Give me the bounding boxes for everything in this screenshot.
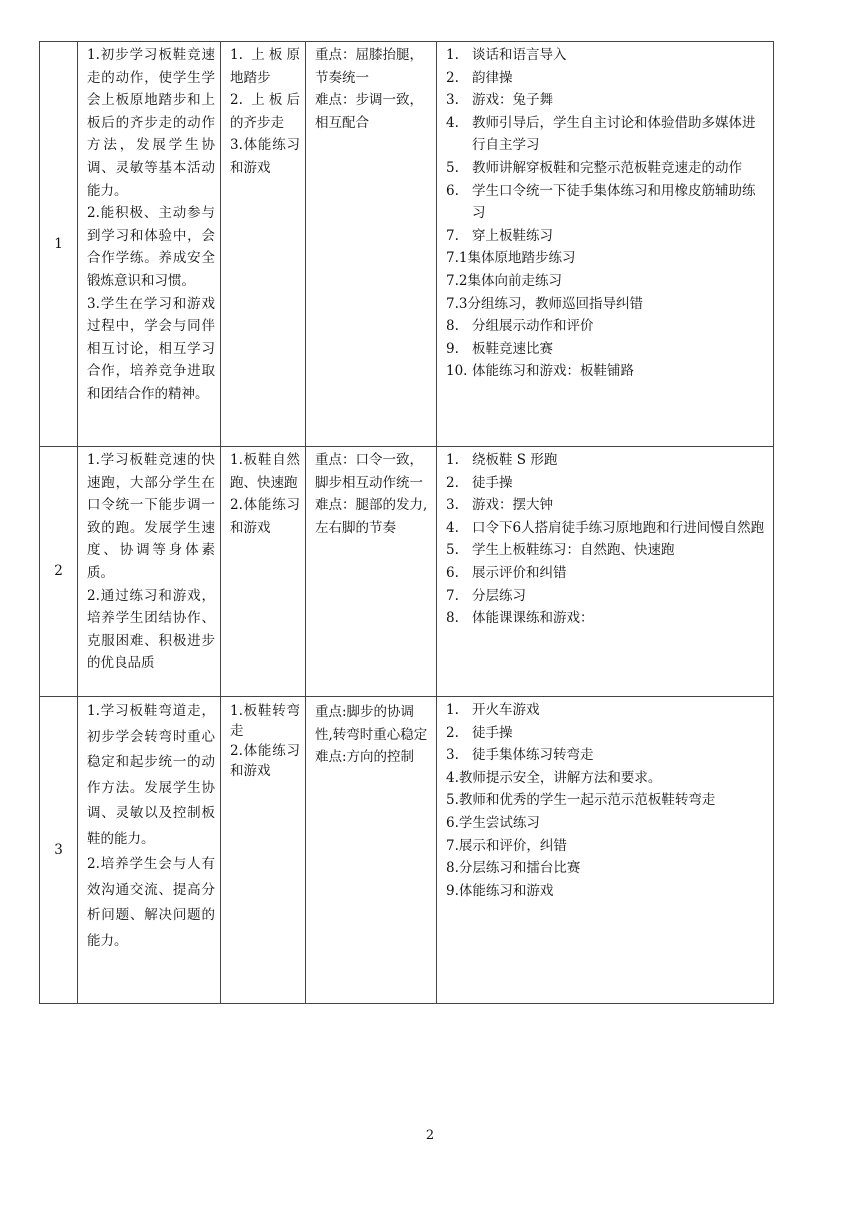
content-text: 1. 上板原地踏步	[230, 47, 300, 86]
table-row	[40, 697, 774, 1004]
list-item: 8. 体能课课练和游戏：	[446, 610, 594, 627]
list-item: 8. 分层练习和擂台比赛	[446, 860, 581, 877]
list-item: 5. 教师和优秀的学生一起示范示范板鞋转弯走	[446, 792, 716, 809]
objective-text: 2.培养学生会与人有效沟通交流、提高分析问题、解决问题的能力。	[87, 856, 215, 949]
list-item: 4. 口令下6人搭肩徒手练习原地跑和行进间慢自然跑	[446, 519, 765, 536]
list-item: 1. 开火车游戏	[446, 702, 540, 718]
content-text: 3.体能练习和游戏	[230, 137, 300, 176]
objectives-cell	[78, 697, 221, 1004]
list-item: 7. 分层练习	[446, 587, 526, 604]
lesson-number: 2	[40, 447, 78, 697]
key-point-text: 重点：口令一致，脚步相互动作统一	[315, 452, 423, 491]
content-text: 1.板鞋转弯走	[230, 703, 300, 739]
key-point-text: 重点：屈膝抬腿，节奏统一	[315, 47, 423, 86]
list-item: 7.3 分组练习，教师巡回指导纠错	[446, 295, 643, 312]
list-item: 5. 学生上板鞋练习：自然跑、快速跑	[446, 542, 675, 559]
objective-text: 2.能积极、主动参与到学习和体验中，会合作学练。养成安全锻炼意识和习惯。	[87, 205, 215, 289]
difficulty-text: 难点：步调一致，相互配合	[315, 92, 423, 131]
list-item: 3. 游戏：摆大钟	[446, 497, 553, 514]
list-item: 2. 徒手操	[446, 474, 513, 491]
list-item: 1. 谈话和语言导入	[446, 47, 567, 63]
steps-cell	[437, 447, 774, 697]
content-text: 2.体能练习和游戏	[230, 743, 300, 779]
objectives-cell	[78, 42, 221, 447]
content-text: 2. 上板后的齐步走	[230, 92, 300, 131]
table-row	[40, 447, 774, 697]
table-row	[40, 42, 774, 447]
objectives-cell	[78, 447, 221, 697]
list-item: 2. 韵律操	[446, 69, 513, 86]
list-item: 7. 展示和评价，纠错	[446, 837, 567, 854]
page-number: 2	[425, 1128, 435, 1143]
content-cell	[221, 42, 306, 447]
list-item: 6. 学生尝试练习	[446, 814, 540, 831]
content-cell	[221, 697, 306, 1004]
list-item: 4. 教师提示安全，讲解方法和要求。	[446, 769, 662, 786]
steps-cell	[437, 42, 774, 447]
difficulty-text: 难点:方向的控制	[315, 749, 415, 765]
objective-text: 3.学生在学习和游戏过程中，学会与同伴相互讨论，相互学习合作，培养竞争进取和团结合作的精神。	[87, 295, 215, 402]
list-item: 7.1 集体原地踏步练习	[446, 250, 576, 267]
steps-cell	[437, 697, 774, 1004]
list-item: 8. 分组展示动作和评价	[446, 318, 594, 335]
steps-list	[446, 449, 768, 630]
list-item: 9. 板鞋竞速比赛	[446, 340, 553, 357]
key-points-cell	[306, 42, 437, 447]
list-item: 7.2 集体向前走练习	[446, 272, 562, 289]
objective-text: 1.学习板鞋竞速的快速跑，大部分学生在口令统一下能步调一致的跑。发展学生速度、协调等身体素质。	[87, 452, 215, 581]
difficulty-text: 难点：腿部的发力,左右脚的节奏	[315, 497, 428, 536]
key-points-cell	[306, 447, 437, 697]
content-cell	[221, 447, 306, 697]
key-point-text: 重点:脚步的协调性,转弯时重心稳定	[315, 704, 428, 743]
steps-list	[446, 699, 768, 902]
objective-text: 1.初步学习板鞋竞速走的动作，使学生学会上板原地踏步和上板后的齐步走的动作方法，发展学生协调、灵敏等基本活动能力。	[87, 47, 215, 199]
list-item: 1. 绕板鞋 S 形跑	[446, 452, 558, 468]
list-item: 4. 教师引导后，学生自主讨论和体验借助多媒体进行自主学习	[446, 114, 756, 154]
lesson-number: 1	[40, 42, 78, 447]
content-text: 1.板鞋自然跑、快速跑	[230, 452, 300, 491]
steps-list	[446, 44, 768, 383]
list-item: 9. 体能练习和游戏	[446, 882, 554, 899]
list-item: 3. 游戏：兔子舞	[446, 92, 553, 109]
list-item: 5. 教师讲解穿板鞋和完整示范板鞋竞速走的动作	[446, 159, 742, 176]
lesson-plan-table	[39, 41, 774, 1004]
list-item: 10. 体能练习和游戏：板鞋铺路	[446, 363, 634, 380]
list-item: 2. 徒手操	[446, 724, 513, 741]
list-item: 7. 穿上板鞋练习	[446, 227, 553, 244]
list-item: 3. 徒手集体练习转弯走	[446, 747, 594, 764]
key-points-cell	[306, 697, 437, 1004]
lesson-number: 3	[40, 697, 78, 1004]
content-text: 2.体能练习和游戏	[230, 497, 300, 536]
objective-text: 2.通过练习和游戏，培养学生团结协作、克服困难、积极进步的优良品质	[87, 587, 215, 672]
objective-text: 1.学习板鞋弯道走，初步学会转弯时重心稳定和起步统一的动作方法。发展学生协调、灵敏以及控制板鞋的能力。	[87, 703, 215, 847]
list-item: 6. 展示评价和纠错	[446, 564, 567, 581]
list-item: 6. 学生口令统一下徒手集体练习和用橡皮筋辅助练习	[446, 182, 756, 222]
